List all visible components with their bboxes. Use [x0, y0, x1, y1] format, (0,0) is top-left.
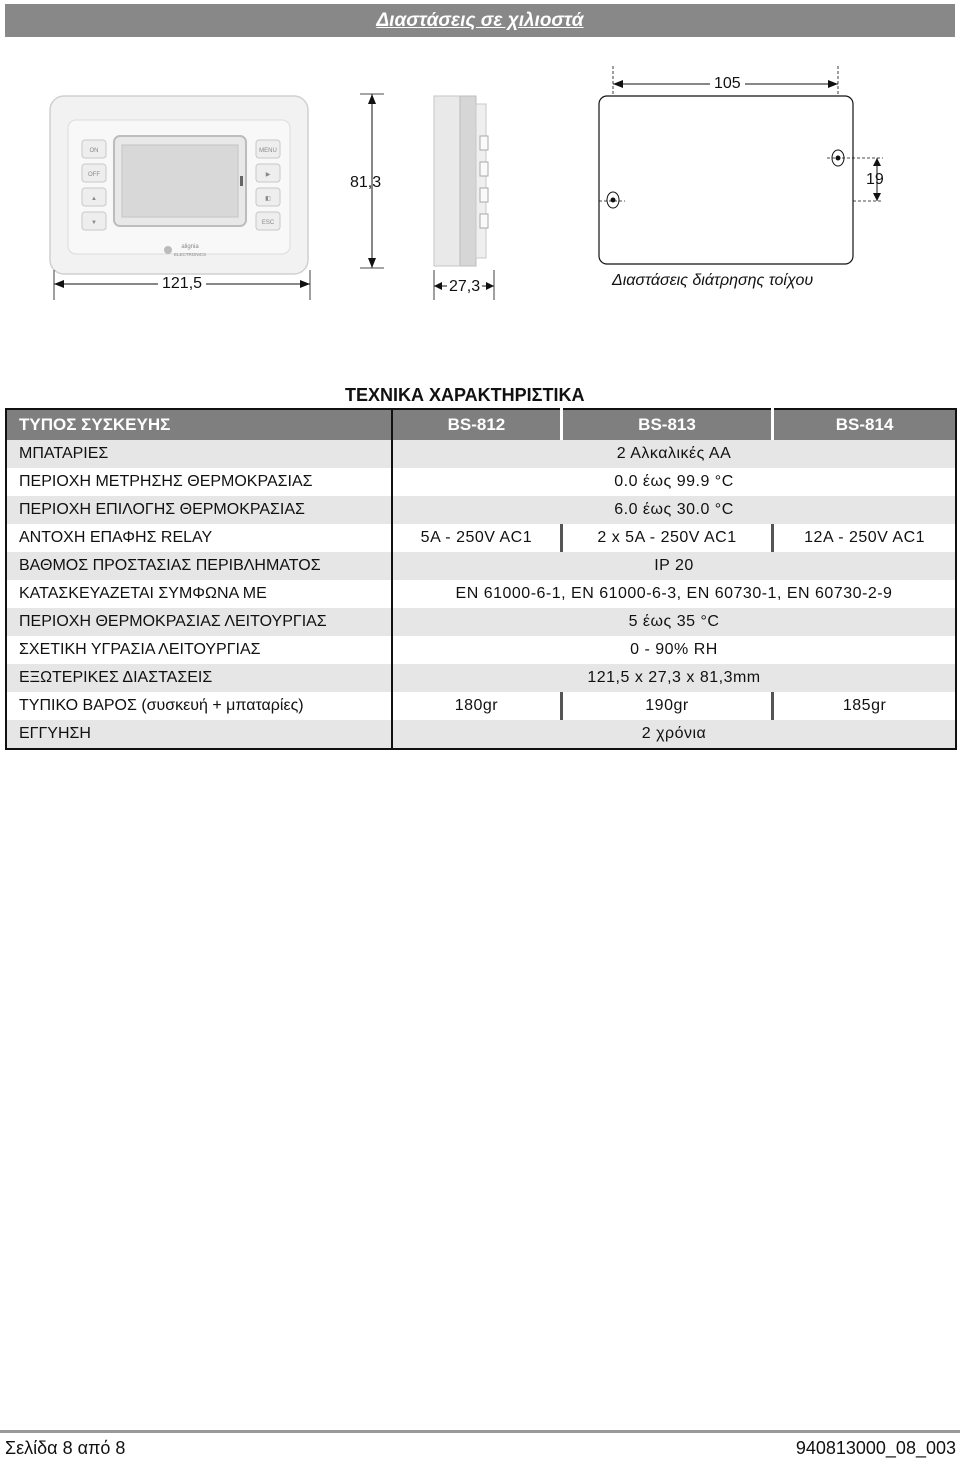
table-row	[6, 580, 956, 608]
row-label: ΣΧΕΤΙΚΗ ΥΓΡΑΣΙΑ ΛΕΙΤΟΥΡΓΙΑΣ	[6, 636, 392, 664]
off-button-label: OFF	[88, 172, 100, 178]
down-button-label: ▼	[91, 220, 97, 226]
table-row	[6, 692, 956, 720]
row-value: 121,5 x 27,3 x 81,3mm	[392, 664, 956, 692]
mode-button-label: ◧	[265, 196, 271, 202]
table-row	[6, 524, 956, 552]
table-header-row	[6, 409, 956, 440]
header-label: ΤΥΠΟΣ ΣΥΣΚΕΥΗΣ	[6, 409, 392, 440]
row-label: ΜΠΑΤΑΡΙΕΣ	[6, 440, 392, 468]
table-row	[6, 664, 956, 692]
spec-table	[5, 408, 957, 750]
table-row	[6, 720, 956, 749]
row-value: 2 x 5A - 250V AC1	[561, 524, 772, 552]
esc-button-label: ESC	[261, 220, 275, 226]
wall-mount-drawing	[595, 66, 895, 276]
row-label: ΤΥΠΙΚΟ ΒΑΡΟΣ (συσκευή + μπαταρίες)	[6, 692, 392, 720]
row-value: 0 - 90% RH	[630, 641, 718, 658]
depth-label: 27,3	[449, 278, 481, 295]
row-label: ΑΝΤΟΧΗ ΕΠΑΦΗΣ RELAY	[6, 524, 392, 552]
row-value: 12A - 250V AC1	[773, 524, 956, 552]
page-number: Σελίδα 8 από 8	[5, 1438, 126, 1458]
hole-offset-label: 19	[866, 171, 884, 188]
logo-icon	[164, 246, 172, 254]
row-label: ΠΕΡΙΟΧΗ ΘΕΡΜΟΚΡΑΣΙΑΣ ΛΕΙΤΟΥΡΓΙΑΣ	[6, 608, 392, 636]
document-code: 940813000_08_003	[795, 1438, 956, 1458]
row-label: ΕΓΓΥΗΣΗ	[6, 720, 392, 749]
row-label: ΠΕΡΙΟΧΗ ΕΠΙΛΟΓΗΣ ΘΕΡΜΟΚΡΑΣΙΑΣ	[6, 496, 392, 524]
hole-span-label: 105	[710, 75, 745, 93]
table-row	[6, 608, 956, 636]
row-label: ΕΞΩΤΕΡΙΚΕΣ ΔΙΑΣΤΑΣΕΙΣ	[6, 664, 392, 692]
table-row	[6, 552, 956, 580]
row-value: 2 Αλκαλικές ΑΑ	[392, 440, 956, 468]
table-row	[6, 440, 956, 468]
row-label: ΚΑΤΑΣΚΕΥΑΖΕΤΑΙ ΣΥΜΦΩΝΑ ΜΕ	[6, 580, 392, 608]
thermostat-side-view	[428, 92, 498, 270]
table-row	[6, 496, 956, 524]
section-header: Διαστάσεις σε χιλιοστά	[5, 4, 955, 37]
model-header: BS-813	[561, 409, 772, 440]
table-title: ΤΕΧΝΙΚΑ ΧΑΡΑΚΤΗΡΙΣΤΙΚΑ	[345, 385, 585, 405]
row-label: ΒΑΘΜΟΣ ΠΡΟΣΤΑΣΙΑΣ ΠΕΡΙΒΛΗΜΑΤΟΣ	[6, 552, 392, 580]
row-label: ΠΕΡΙΟΧΗ ΜΕΤΡΗΣΗΣ ΘΕΡΜΟΚΡΑΣΙΑΣ	[6, 468, 392, 496]
width-label: 121,5	[158, 275, 206, 293]
up-button-label: ▲	[91, 196, 97, 202]
table-row	[6, 636, 956, 664]
menu-button-label: MENU	[259, 148, 277, 154]
row-value: 180gr	[454, 697, 499, 714]
row-value: 0.0 έως 99.9 °C	[614, 473, 734, 490]
model-header: BS-814	[773, 409, 956, 440]
model-header: BS-812	[392, 409, 561, 440]
row-value: EN 61000-6-1, EN 61000-6-3, EN 60730-1, EN 60730-2-9	[455, 585, 893, 602]
row-value: 5A - 250V AC1	[420, 529, 533, 546]
row-value: 5 έως 35 °C	[392, 608, 956, 636]
height-label: 81,3	[350, 174, 382, 191]
footer-divider	[0, 1430, 960, 1433]
row-value: IP 20	[392, 552, 956, 580]
next-button-label: ▶	[265, 172, 271, 178]
mount-caption: Διαστάσεις διάτρησης τοίχου	[612, 272, 814, 289]
row-value: 185gr	[773, 692, 956, 720]
row-value: 2 χρόνια	[392, 720, 956, 749]
row-value: 190gr	[561, 692, 772, 720]
table-row	[6, 468, 956, 496]
on-button-label: ON	[89, 148, 99, 154]
brand-logo-subtext: ELECTRONICS	[173, 252, 207, 257]
row-value: 6.0 έως 30.0 °C	[392, 496, 956, 524]
brand-logo-text: alignia	[181, 244, 199, 250]
